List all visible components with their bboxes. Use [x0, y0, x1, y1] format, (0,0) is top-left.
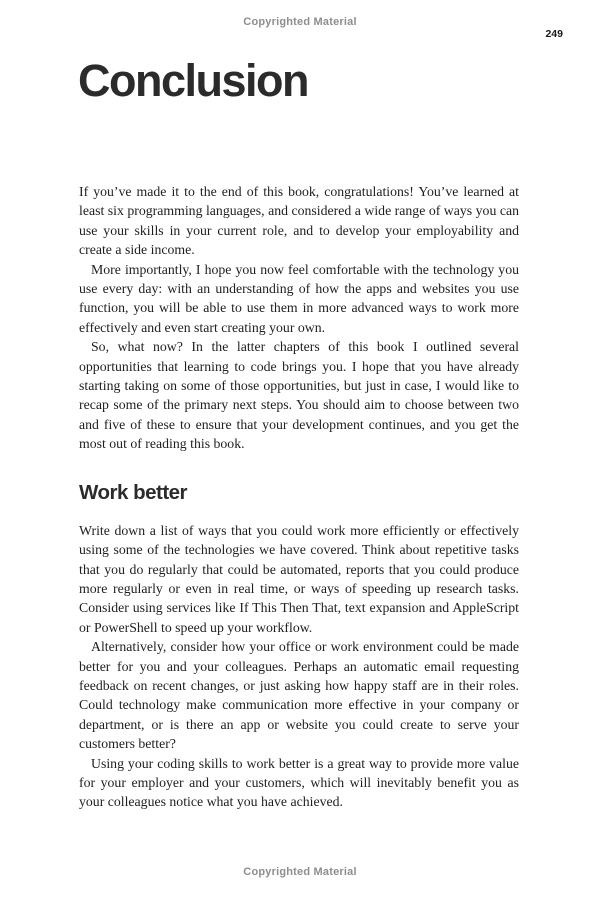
- copyright-watermark-bottom: Copyrighted Material: [243, 866, 357, 878]
- section-paragraph-2: Alternatively, consider how your office or work environment could be made better for you and your colleagues. Perhaps an automatic email requesting feedback on recent changes, or just asking how happy staff are in their roles. Could technology make communication more effective in your company or department, or is there an app or website you could create to serve your customers better?: [79, 639, 519, 752]
- section-heading-work-better: Work better: [79, 480, 188, 504]
- intro-paragraph-3: So, what now? In the latter chapters of this book I outlined several opportunities that learning to code brings you. I hope that you have already starting taking on some of those opportunities, but just in case, I would like to recap some of the primary next steps. You should aim to choose between two and five of these to ensure that your development continues, and you get the most out of reading this book.: [79, 339, 519, 452]
- intro-paragraph-1: If you’ve made it to the end of this book, congratulations! You’ve learned at least six programming languages, and considered a wide range of ways you can use your skills in your current role, and to develop your employability and create a side income.: [79, 184, 519, 258]
- section-paragraph-3: Using your coding skills to work better is a great way to provide more value for your employer and your customers, which will inevitably benefit you as your colleagues notice what you have achieved.: [79, 755, 519, 810]
- page-number: 249: [545, 28, 563, 40]
- section-paragraph-1: Write down a list of ways that you could work more efficiently or effectively using some of the technologies we have covered. Think about repetitive tasks that you do regularly that could be automated, reports that you could produce more regularly or even in real time, or ways of speeding up research tasks. Consider using services like If This Then That, text expansion and AppleScript or PowerShell to speed up your workflow.: [79, 522, 519, 635]
- page-body: [79, 182, 519, 812]
- copyright-watermark-top: Copyrighted Material: [243, 16, 357, 28]
- chapter-title: Conclusion: [78, 55, 308, 106]
- intro-paragraph-2: More importantly, I hope you now feel comfortable with the technology you use every day: with an understanding of how the apps and websites you use function, you will be able to use them in more advanced ways to work more effectively and even start creating your own.: [79, 261, 519, 335]
